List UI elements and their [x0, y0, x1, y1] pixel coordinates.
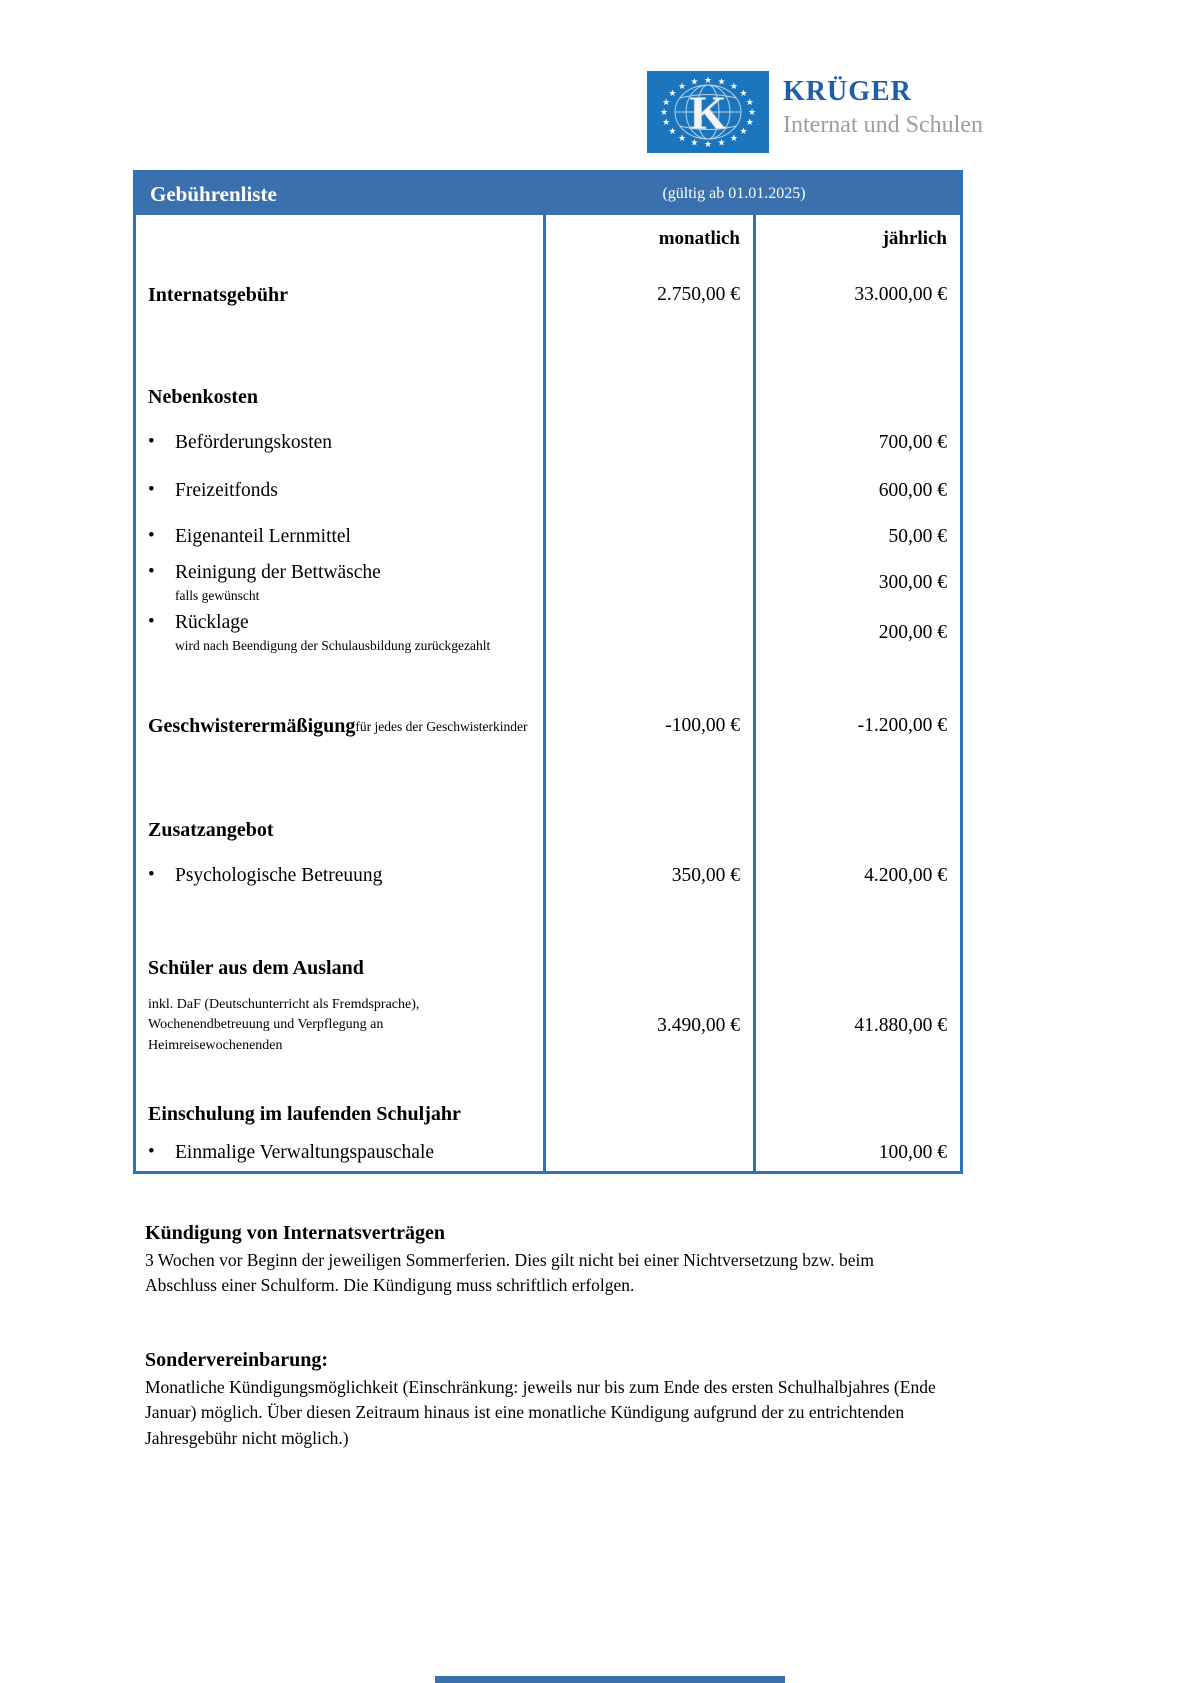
section-heading: Zusatzangebot — [148, 819, 274, 841]
table-row-item — [136, 988, 960, 1063]
yearly-value: 50,00 € — [753, 514, 960, 559]
brand-name: KRÜGER — [783, 76, 912, 107]
bullet-icon: • — [148, 561, 155, 583]
label-cell — [136, 271, 543, 319]
krueger-logo-icon — [647, 71, 769, 153]
row-sublabel: wird nach Beendigung der Schulausbildung zurückgezahlt — [175, 637, 491, 653]
brand-block — [783, 71, 983, 138]
svg-text:★: ★ — [729, 133, 738, 144]
yearly-value — [753, 899, 960, 948]
note-heading: Sondervereinbarung: — [145, 1348, 328, 1371]
label-cell — [136, 1135, 543, 1171]
monthly-value — [543, 419, 753, 467]
bullet-icon: • — [148, 864, 155, 886]
yearly-value: 41.880,00 € — [753, 988, 960, 1063]
row-label: Einmalige Verwaltungspauschale — [175, 1142, 435, 1164]
bullet-icon: • — [148, 478, 155, 500]
footer-accent-bar — [435, 1676, 785, 1683]
yearly-value — [753, 751, 960, 807]
svg-text:★: ★ — [690, 77, 699, 88]
row-label: inkl. DaF (Deutschunterricht als Fremdsprache), Wochenendbetreuung und Verpflegung an Heimreisewochenenden — [148, 997, 420, 1053]
monthly-value — [543, 607, 753, 659]
svg-text:★: ★ — [678, 82, 687, 93]
svg-text:★: ★ — [717, 138, 726, 149]
section-heading: Einschulung im laufenden Schuljahr — [148, 1103, 461, 1125]
row-label: Psychologische Betreuung — [175, 865, 383, 887]
row-label: Rücklage — [175, 612, 249, 634]
column-header-monthly: monatlich — [543, 215, 753, 271]
svg-text:★: ★ — [745, 98, 754, 109]
monthly-value: 350,00 € — [543, 853, 753, 899]
row-label: Internatsgebühr — [148, 284, 289, 306]
svg-text:★: ★ — [703, 140, 713, 150]
table-row-heading — [136, 1093, 960, 1135]
row-label: Reinigung der Bettwäsche — [175, 562, 381, 584]
svg-text:★: ★ — [729, 82, 738, 93]
yearly-value — [753, 948, 960, 988]
table-row-spacer — [136, 319, 960, 375]
section-heading: Nebenkosten — [148, 386, 259, 408]
label-cell — [136, 467, 543, 514]
label-cell — [136, 751, 543, 807]
yearly-value — [753, 659, 960, 701]
yearly-value: 4.200,00 € — [753, 853, 960, 899]
svg-text:★: ★ — [678, 133, 687, 144]
monthly-value — [543, 319, 753, 375]
table-row-bullet — [136, 467, 960, 514]
row-sublabel: falls gewünscht — [175, 587, 260, 603]
bullet-item — [148, 525, 351, 548]
bullet-icon: • — [148, 524, 155, 546]
bullet-text — [175, 611, 490, 654]
note — [145, 1222, 955, 1299]
bullet-icon: • — [148, 1141, 155, 1163]
svg-text:★: ★ — [747, 108, 757, 118]
label-cell — [136, 701, 543, 751]
note — [145, 1349, 955, 1451]
monthly-value — [543, 948, 753, 988]
fee-table — [133, 170, 963, 1174]
logo-letter: K — [689, 87, 727, 140]
bullet-text — [175, 561, 381, 604]
column-header-yearly: jährlich — [753, 215, 960, 271]
monthly-value: -100,00 € — [543, 701, 753, 751]
bullet-item — [148, 611, 490, 654]
label-cell — [136, 1063, 543, 1093]
table-row-bullet — [136, 607, 960, 659]
note-body: Monatliche Kündigungsmöglichkeit (Einschränkung: jeweils nur bis zum Ende des ersten Schulhalbjahres (Ende Januar) möglich. Über diesen Zeitraum hinaus ist eine monatliche Kündigung aufgrund der zu entrichtenden Jahresgebühr nicht möglich.) — [145, 1376, 936, 1448]
table-row-colheader — [136, 215, 960, 271]
bullet-text — [175, 1141, 434, 1164]
yearly-value: 100,00 € — [753, 1135, 960, 1171]
note-body: 3 Wochen vor Beginn der jeweiligen Sommerferien. Dies gilt nicht bei einer Nichtversetzung bzw. beim Abschluss einer Schulform. Die Kündigung muss schriftlich erfolgen. — [145, 1250, 875, 1296]
label-cell — [136, 807, 543, 853]
yearly-value: 33.000,00 € — [753, 271, 960, 319]
monthly-value: 3.490,00 € — [543, 988, 753, 1063]
bullet-icon: • — [148, 611, 155, 633]
monthly-value — [543, 375, 753, 419]
yearly-value — [753, 375, 960, 419]
table-row-spacer — [136, 899, 960, 948]
label-cell — [136, 419, 543, 467]
yearly-value: -1.200,00 € — [753, 701, 960, 751]
yearly-value — [753, 1093, 960, 1135]
table-row-bullet — [136, 853, 960, 899]
table-row-bullet — [136, 419, 960, 467]
svg-text:★: ★ — [668, 89, 677, 100]
table-validity: (gültig ab 01.01.2025) — [662, 185, 806, 202]
table-row-heading — [136, 948, 960, 988]
label-cell — [136, 948, 543, 988]
monthly-value — [543, 807, 753, 853]
bullet-item — [148, 864, 382, 887]
svg-text:★: ★ — [662, 117, 671, 128]
label-cell — [136, 514, 543, 559]
section-heading: Schüler aus dem Ausland — [148, 957, 364, 979]
table-row-heading — [136, 807, 960, 853]
bullet-item — [148, 479, 278, 502]
bullet-text — [175, 525, 351, 548]
bullet-item — [148, 561, 381, 604]
table-row-spacer — [136, 659, 960, 701]
monthly-value — [543, 899, 753, 948]
notes-section — [145, 1222, 955, 1501]
table-title: Gebührenliste — [150, 182, 277, 206]
table-row-bullet — [136, 1135, 960, 1171]
yearly-value: 700,00 € — [753, 419, 960, 467]
monthly-value — [543, 1093, 753, 1135]
bullet-text — [175, 479, 278, 502]
note-heading: Kündigung von Internatsverträgen — [145, 1222, 446, 1244]
yearly-value — [753, 319, 960, 375]
svg-text:★: ★ — [662, 98, 671, 109]
yearly-value: 600,00 € — [753, 467, 960, 514]
monthly-value — [543, 1135, 753, 1171]
yearly-value — [753, 1063, 960, 1093]
label-cell — [136, 899, 543, 948]
yearly-value: 300,00 € — [753, 559, 960, 607]
table-row-bullet — [136, 514, 960, 559]
header-logo-area — [647, 71, 983, 153]
row-sublabel: für jedes der Geschwisterkinder — [355, 719, 528, 735]
svg-text:★: ★ — [659, 108, 669, 118]
svg-text:★: ★ — [739, 89, 748, 100]
bullet-item — [148, 431, 332, 454]
row-label: Beförderungskosten — [175, 432, 333, 454]
svg-text:★: ★ — [745, 117, 754, 128]
bullet-text — [175, 431, 332, 454]
label-cell — [136, 607, 543, 659]
monthly-value — [543, 467, 753, 514]
monthly-value — [543, 1063, 753, 1093]
table-row-spacer — [136, 751, 960, 807]
label-cell — [136, 659, 543, 701]
table-row-item — [136, 271, 960, 319]
monthly-value — [543, 659, 753, 701]
table-row-heading — [136, 375, 960, 419]
monthly-value — [543, 559, 753, 607]
table-body — [136, 215, 960, 1171]
label-cell — [136, 853, 543, 899]
label-cell — [136, 559, 543, 607]
label-cell — [136, 375, 543, 419]
yearly-value — [753, 807, 960, 853]
monthly-value — [543, 514, 753, 559]
svg-text:★: ★ — [668, 126, 677, 137]
brand-subtitle: Internat und Schulen — [783, 111, 983, 138]
bullet-icon: • — [148, 431, 155, 453]
table-title-bar — [136, 173, 960, 215]
bullet-item — [148, 1141, 434, 1164]
table-row-spacer — [136, 1063, 960, 1093]
monthly-value — [543, 751, 753, 807]
label-cell — [136, 215, 543, 271]
row-label: Eigenanteil Lernmittel — [175, 525, 351, 547]
svg-text:★: ★ — [717, 77, 726, 88]
svg-text:★: ★ — [739, 126, 748, 137]
table-row-item — [136, 701, 960, 751]
row-label: Geschwisterermäßigung — [148, 715, 356, 737]
label-cell — [136, 988, 543, 1063]
svg-text:★: ★ — [690, 138, 699, 149]
label-cell — [136, 319, 543, 375]
svg-text:★: ★ — [703, 76, 713, 86]
yearly-value: 200,00 € — [753, 607, 960, 659]
monthly-value: 2.750,00 € — [543, 271, 753, 319]
table-row-bullet — [136, 559, 960, 607]
label-cell — [136, 1093, 543, 1135]
bullet-text — [175, 864, 382, 887]
row-label: Freizeitfonds — [175, 479, 278, 501]
